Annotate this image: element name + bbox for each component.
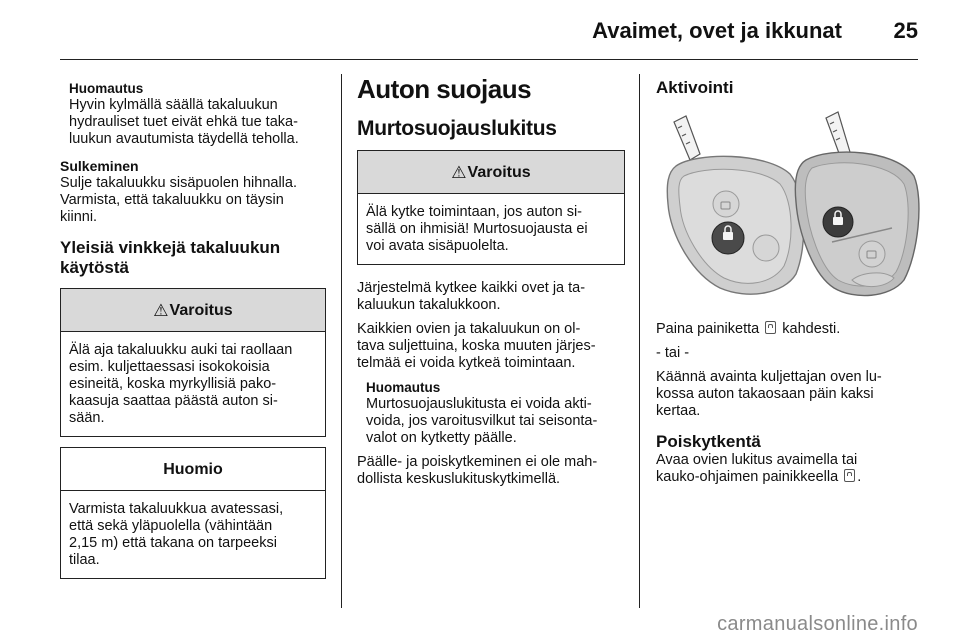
deactivation-heading: Poiskytkentä (656, 432, 761, 451)
warning-body (358, 194, 624, 264)
note-heading: Huomautus (366, 380, 441, 395)
warning-line: sään. (69, 410, 105, 426)
note-line: Hyvin kylmällä säällä takaluukun (69, 97, 278, 113)
note-line: luukun avautumista täydellä teholla. (69, 131, 299, 147)
para-line: tava suljettuina, koska muuten järjes- (357, 338, 596, 354)
or-separator: - tai - (656, 345, 690, 361)
subsection-heading: Murtosuojauslukitus (357, 117, 557, 140)
header-rule (60, 59, 918, 60)
caution-line: 2,15 m) että takana on tarpeeksi (69, 535, 277, 551)
closing-line: kiinni. (60, 209, 98, 225)
paragraph (357, 280, 625, 314)
warning-triangle-icon: ⚠ (153, 300, 169, 320)
closing-line: Varmista, että takaluukku on täysin (60, 192, 284, 208)
paragraph (656, 369, 920, 420)
warning-box-header (61, 289, 325, 332)
activation-instruction (656, 321, 920, 338)
para-line: telmää ei voida kytkeä toimintaan. (357, 355, 576, 371)
closing-line: Sulje takaluukku sisäpuolen hihnalla. (60, 175, 297, 191)
column-divider-1 (341, 74, 342, 608)
tips-heading-line: käytöstä (60, 258, 129, 277)
para-line: kertaa. (656, 403, 701, 419)
tips-heading (60, 238, 326, 278)
note-line: Murtosuojauslukitusta ei voida akti- (366, 396, 592, 412)
instruction-text: Paina painiketta (656, 321, 760, 337)
lock-icon (723, 232, 733, 240)
instruction-text: . (857, 469, 862, 485)
caution-body (61, 491, 325, 578)
warning-box-header (358, 151, 624, 194)
column-3 (656, 78, 920, 486)
caution-line: tilaa. (69, 552, 100, 568)
para-line: dollista keskuslukituskytkimellä. (357, 471, 561, 487)
closing-block (60, 158, 326, 226)
warning-box (357, 150, 625, 265)
para-line: Järjestelmä kytkee kaikki ovet ja ta- (357, 280, 586, 296)
warning-line: voi avata sisäpuolelta. (366, 238, 509, 254)
warning-line: sällä on ihmisiä! Murtosuojausta ei (366, 221, 588, 237)
warning-line: esineitä, koska myrkyllisiä pako- (69, 376, 277, 392)
para-line: Käännä avainta kuljettajan oven lu- (656, 369, 882, 385)
note-line: hydrauliset tuet eivät ehkä tue taka- (69, 114, 298, 130)
watermark: carmanualsonline.info (717, 613, 918, 635)
warning-body (61, 332, 325, 436)
note-block (357, 379, 625, 447)
instruction-text: kahdesti. (782, 321, 841, 337)
warning-title: Varoitus (169, 301, 233, 319)
column-2 (357, 74, 625, 488)
para-line: kossa auton takaosaan päin kaksi (656, 386, 874, 402)
warning-title: Varoitus (467, 163, 531, 181)
trunk-button-left (753, 235, 779, 261)
column-1 (60, 80, 326, 579)
lock-icon (765, 321, 776, 334)
note-line: valot on kytketty päälle. (366, 430, 517, 446)
paragraph (357, 321, 625, 372)
note-heading: Huomautus (69, 81, 144, 96)
header-title: Avaimet, ovet ja ikkunat (592, 18, 842, 43)
warning-triangle-icon: ⚠ (451, 162, 467, 182)
para-line: Kaikkien ovien ja takaluukun on ol- (357, 321, 581, 337)
para-line: Avaa ovien lukitus avaimella tai (656, 452, 858, 468)
warning-line: esim. kuljettaessasi isokokoisia (69, 359, 270, 375)
caution-box (60, 447, 326, 579)
section-heading: Auton suojaus (357, 74, 532, 104)
caution-box-header (61, 448, 325, 491)
unlock-button-left (713, 191, 739, 217)
column-divider-2 (639, 74, 640, 608)
caution-line: että sekä yläpuolella (vähintään (69, 518, 273, 534)
para-line: kaluukun takalukkoon. (357, 297, 501, 313)
lock-icon (833, 217, 843, 225)
deactivation-instruction (656, 469, 920, 486)
closing-heading: Sulkeminen (60, 158, 139, 174)
unlock-icon (844, 469, 855, 482)
page-number: 25 (893, 18, 918, 43)
key-blade-right (826, 112, 850, 156)
paragraph (357, 454, 625, 488)
para-line: Päälle- ja poiskytkeminen ei ole mah- (357, 454, 598, 470)
caution-title: Huomio (163, 460, 223, 478)
warning-line: Älä kytke toimintaan, jos auton si- (366, 204, 582, 220)
warning-box (60, 288, 326, 437)
caution-line: Varmista takaluukkua avatessasi, (69, 501, 284, 517)
warning-line: kaasuja saattaa päästä auton si- (69, 393, 278, 409)
note-line: voida, jos varoitusvilkut tai seisonta- (366, 413, 598, 429)
key-fob-illustration (656, 104, 920, 300)
key-blade-left (674, 116, 700, 160)
unlock-button-right (859, 241, 885, 267)
activation-heading: Aktivointi (656, 78, 734, 97)
note-block (60, 80, 326, 148)
warning-line: Älä aja takaluukku auki tai raollaan (69, 342, 293, 358)
instruction-text: kauko-ohjaimen painikkeella (656, 469, 839, 485)
tips-heading-line: Yleisiä vinkkejä takaluukun (60, 238, 281, 257)
